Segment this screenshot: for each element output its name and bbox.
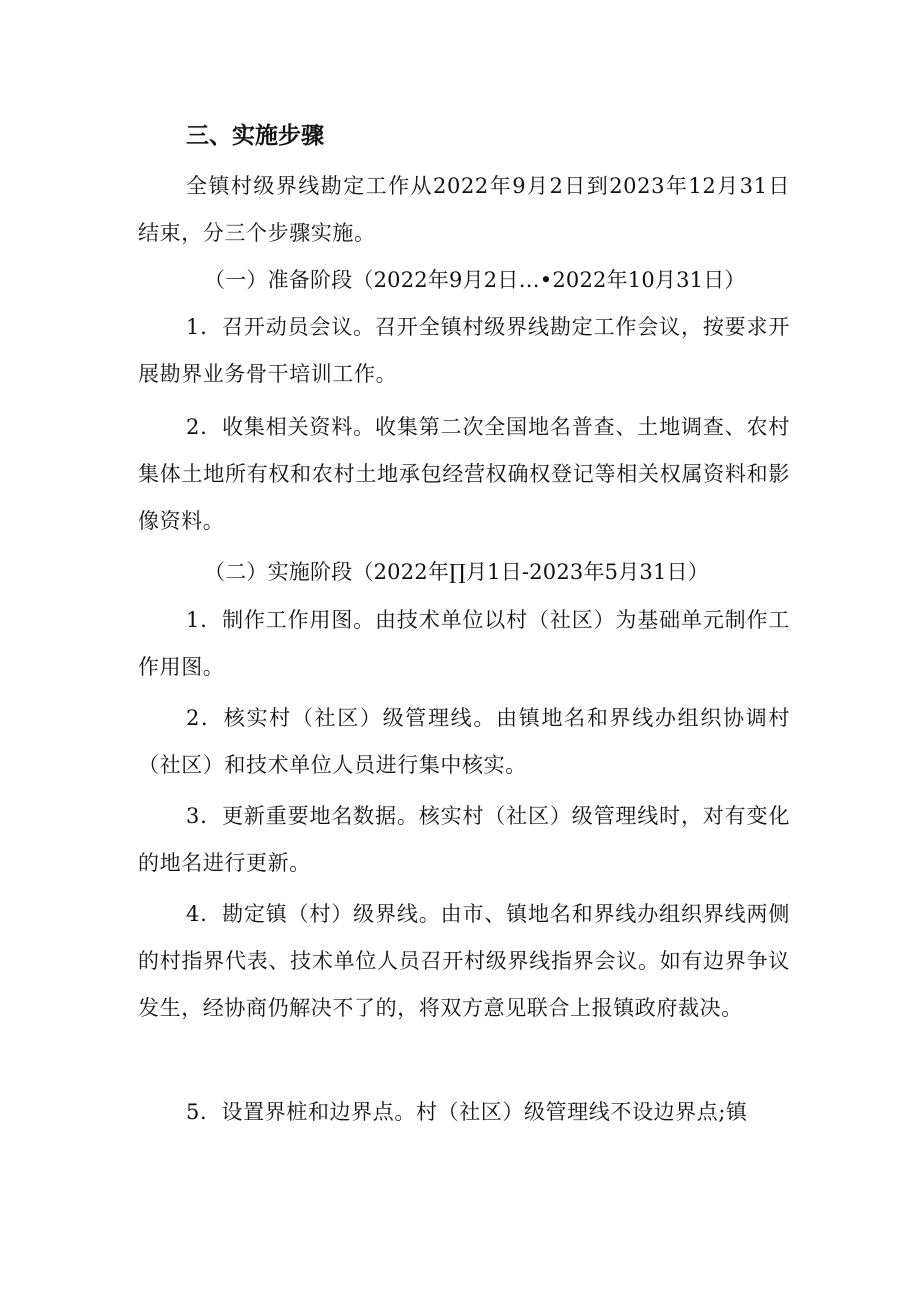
phase2-item-2: 2．核实村（社区）级管理线。由镇地名和界线办组织协调村（社区）和技术单位人员进行集中核实。 [138, 706, 790, 777]
intro-paragraph: 全镇村级界线勘定工作从2022年9月2日到2023年12月31日结束，分三个步骤实施。 [138, 174, 790, 245]
phase1-item-2: 2．收集相关资料。收集第二次全国地名普查、土地调查、农村集体土地所有权和农村土地承包经营权确权登记等相关权属资料和影像资料。 [138, 415, 790, 533]
phase2-item-5: 5．设置界桩和边界点。村（社区）级管理线不设边界点;镇 [186, 1100, 748, 1124]
phase1-item-1: 1．召开动员会议。召开全镇村级界线勘定工作会议，按要求开展勘界业务骨干培训工作。 [138, 315, 790, 386]
phase2-item-4: 4．勘定镇（村）级界线。由市、镇地名和界线办组织界线两侧的村指界代表、技术单位人员召开村级界线指界会议。如有边界争议发生，经协商仍解决不了的，将双方意见联合上报镇政府裁决。 [138, 902, 790, 1020]
phase2-item-3: 3．更新重要地名数据。核实村（社区）级管理线时，对有变化的地名进行更新。 [138, 804, 790, 875]
phase1-title: （一）准备阶段（2022年9月2日…•2022年10月31日） [204, 268, 746, 292]
section-heading: 三、实施步骤 [186, 123, 324, 149]
phase2-item-1: 1．制作工作用图。由技术单位以村（社区）为基础单元制作工作用图。 [138, 608, 790, 679]
phase2-title: （二）实施阶段（2022年∏月1日-2023年5月31日） [204, 560, 709, 584]
